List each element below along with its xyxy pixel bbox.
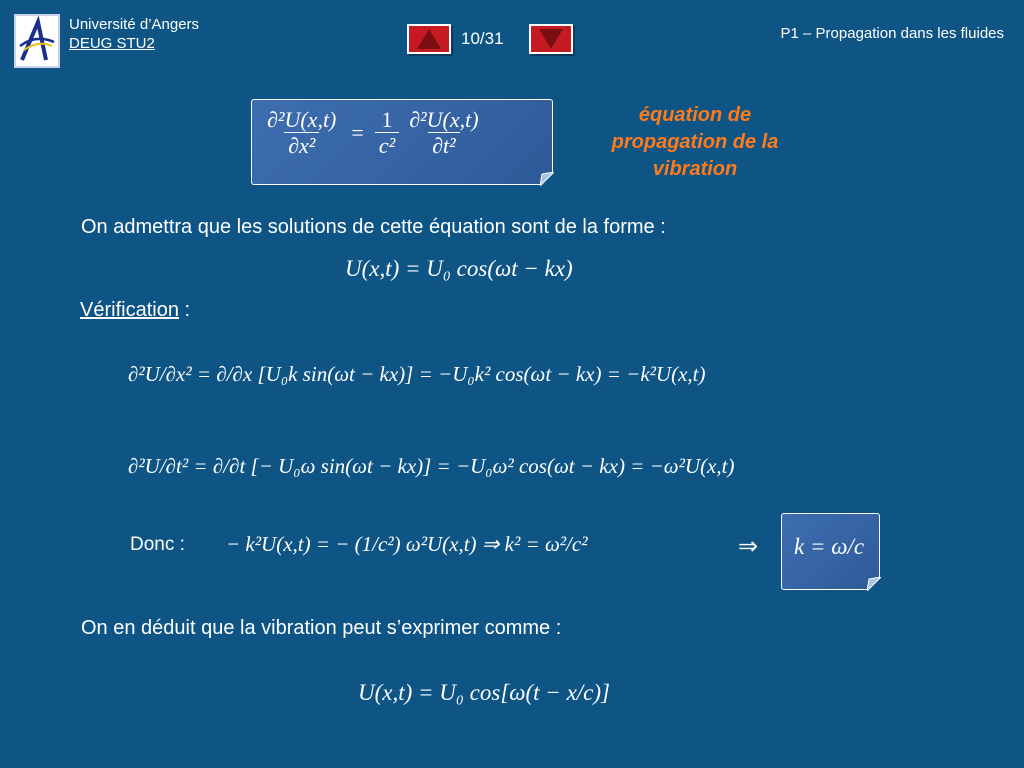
university-logo xyxy=(14,14,60,68)
rhs-numerator: ∂²U(x,t) xyxy=(409,107,479,132)
equals-sign: = xyxy=(351,120,364,146)
previous-page-button[interactable] xyxy=(407,24,451,54)
slide-title: P1 – Propagation dans les fluides xyxy=(780,25,1004,42)
solution-equation: U(x,t) = U₀ cos(ωt − kx) xyxy=(345,256,573,281)
intro-text: On admettra que les solutions de cette équation sont de la forme : xyxy=(81,216,666,238)
k-result-equation: k = ω/c xyxy=(794,534,865,559)
lhs-denominator: ∂x² xyxy=(284,132,319,158)
k-result-box xyxy=(781,513,880,590)
lhs-fraction xyxy=(263,108,340,158)
university-name: Université d’Angers xyxy=(69,16,200,33)
conclusion-text: On en déduit que la vibration peut s’exprimer comme : xyxy=(81,617,562,639)
verification-colon: : xyxy=(178,299,191,321)
page-counter: 10/31 xyxy=(461,29,504,48)
wave-equation-box xyxy=(251,99,553,185)
page-fold-icon xyxy=(867,577,881,591)
wave-equation xyxy=(260,108,486,158)
rhs-denominator: ∂t² xyxy=(428,132,460,158)
rhs-fraction xyxy=(405,108,482,158)
derivative-t-equation: ∂²U/∂t² = ∂/∂t [− U₀ω sin(ωt − kx)] = −U₀ω² cos(ωt − kx) = −ω²U(x,t) xyxy=(128,454,735,478)
implies-arrow-icon: ⇒ xyxy=(738,534,759,560)
next-page-button[interactable] xyxy=(529,24,573,54)
final-equation: U(x,t) = U₀ cos[ω(t − x/c)] xyxy=(358,680,610,705)
arrow-down-icon xyxy=(531,26,571,52)
wave-equation-label: équation de propagation de la vibration xyxy=(611,104,779,180)
donc-label: Donc : xyxy=(130,534,185,555)
donc-equation: − k²U(x,t) = − (1/c²) ω²U(x,t) ⇒ k² = ω²/c² xyxy=(226,532,588,556)
verification-heading xyxy=(80,299,190,322)
page-fold-icon xyxy=(540,172,554,186)
derivative-x-equation: ∂²U/∂x² = ∂/∂x [U₀k sin(ωt − kx)] = −U₀k² cos(ωt − kx) = −k²U(x,t) xyxy=(128,362,706,386)
verification-link[interactable]: Vérification xyxy=(80,299,179,321)
coef-denominator: c² xyxy=(375,132,399,158)
coefficient-fraction xyxy=(375,108,399,158)
coef-numerator: 1 xyxy=(381,107,393,132)
course-name: DEUG STU2 xyxy=(69,35,155,52)
lhs-numerator: ∂²U(x,t) xyxy=(267,107,337,132)
arrow-up-icon xyxy=(409,26,449,52)
